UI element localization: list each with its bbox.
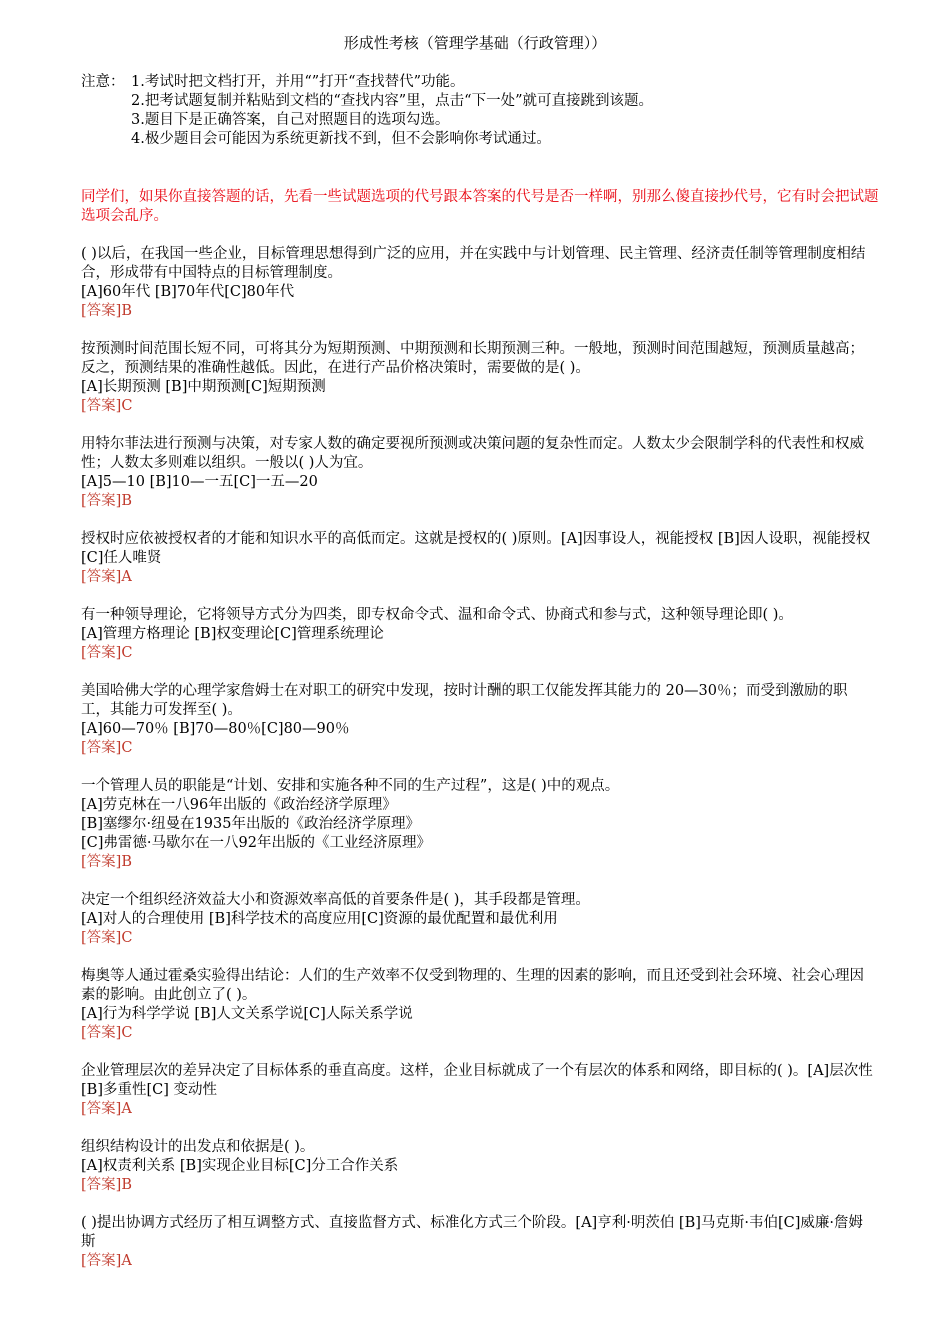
answer-value: C [121,398,133,414]
answer-label: [答案] [81,398,122,414]
question-options: [A]长期预测 [B]中期预测[C]短期预测 [81,379,326,395]
answer-label: [答案] [81,569,122,585]
question-options: [A]劳克林在一八96年出版的《政治经济学原理》 [81,797,397,813]
question-text: 按预测时间范围长短不同，可将其分为短期预测、中期预测和长期预测三种。一般地，预测时间范围越短，预测质量越高；反之，预测结果的准确性越低。因此，在进行产品价格决策时，需要做的是( )。 [81,341,864,376]
question-text: 授权时应依被授权者的才能和知识水平的高低而定。这就是授权的( )原则。[A]因事设人，视能授权 [B]因人设职，视能授权[C]任人唯贤 [81,531,871,566]
answer-value: B [121,1177,132,1193]
answer-value: C [121,1025,133,1041]
answer-value: C [121,740,133,756]
answer-label: [答案] [81,493,122,509]
document-title: 形成性考核（管理学基础（行政管理）） [343,34,607,52]
question-item [81,340,873,416]
question-item [81,245,873,321]
question-item [81,891,873,948]
answer-line [81,853,873,872]
answer-line [81,1100,873,1119]
notice-item: 2.把考试题复制并粘贴到文档的“查找内容”里，点击“下一处”就可直接跳到该题。 [131,93,653,109]
question-options: [A]5—10 [B]10—一五[C]一五—20 [81,474,318,490]
question-item [81,1062,873,1119]
question-options: [A]60—70％ [B]70—80％[C]80—90％ [81,721,350,737]
answer-value: B [121,493,132,509]
notice-label: 注意： [81,74,125,90]
answer-line [81,568,873,587]
notice-item: 3.题目下是正确答案，自己对照题目的选项勾选。 [131,112,450,128]
answer-label: [答案] [81,1025,122,1041]
answer-value: A [121,1101,132,1117]
question-item [81,435,873,511]
question-text: 一个管理人员的职能是“计划、安排和实施各种不同的生产过程”，这是( )中的观点。 [81,778,620,794]
answer-label: [答案] [81,303,122,319]
question-options: [B]塞缪尔·纽曼在1935年出版的《政治经济学原理》 [81,816,420,832]
answer-label: [答案] [81,930,122,946]
answer-line [81,1176,873,1195]
question-item [81,682,873,758]
question-text: 美国哈佛大学的心理学家詹姆士在对职工的研究中发现，按时计酬的职工仅能发挥其能力的 20—30％；而受到激励的职工，其能力可发挥至( )。 [81,683,848,718]
answer-line [81,739,873,758]
question-text: 梅奥等人通过霍桑实验得出结论：人们的生产效率不仅受到物理的、生理的因素的影响，而且还受到社会环境、社会心理因素的影响。由此创立了( )。 [81,968,864,1003]
answer-label: [答案] [81,1177,122,1193]
question-list [81,245,873,1290]
answer-line [81,1252,873,1271]
answer-line [81,644,873,663]
question-item [81,777,873,872]
question-options: [A]对人的合理使用 [B]科学技术的高度应用[C]资源的最优配置和最优利用 [81,911,558,927]
answer-label: [答案] [81,1253,122,1269]
answer-value: A [121,569,132,585]
answer-value: B [121,303,132,319]
notice-block [81,73,881,149]
question-text: 决定一个组织经济效益大小和资源效率高低的首要条件是( )，其手段都是管理。 [81,892,590,908]
question-item [81,530,873,587]
question-item [81,606,873,663]
answer-line [81,302,873,321]
question-item [81,967,873,1043]
question-options: [C]弗雷德·马歇尔在一八92年出版的《工业经济原理》 [81,835,431,851]
notice-item: 1.考试时把文档打开，并用“”打开“查找替代”功能。 [131,74,465,90]
answer-value: C [121,645,133,661]
answer-line [81,492,873,511]
answer-line [81,929,873,948]
question-item [81,1138,873,1195]
answer-label: [答案] [81,645,122,661]
answer-value: B [121,854,132,870]
answer-label: [答案] [81,740,122,756]
answer-label: [答案] [81,1101,122,1117]
answer-value: A [121,1253,132,1269]
question-options: [A]权责利关系 [B]实现企业目标[C]分工合作关系 [81,1158,399,1174]
question-text: 用特尔菲法进行预测与决策，对专家人数的确定要视所预测或决策问题的复杂性而定。人数太少会限制学科的代表性和权威性；人数太多则难以组织。一般以( )人为宜。 [81,436,864,471]
answer-value: C [121,930,133,946]
question-item [81,1214,873,1271]
question-text: 企业管理层次的差异决定了目标体系的垂直高度。这样，企业目标就成了一个有层次的体系和网络，即目标的( )。[A]层次性 [B]多重性[C] 变动性 [81,1063,873,1098]
question-options: [A]行为科学学说 [B]人文关系学说[C]人际关系学说 [81,1006,413,1022]
question-text: ( )以后，在我国一些企业，目标管理思想得到广泛的应用，并在实践中与计划管理、民主管理、经济责任制等管理制度相结合，形成带有中国特点的目标管理制度。 [81,246,866,281]
question-options: [A]管理方格理论 [B]权变理论[C]管理系统理论 [81,626,384,642]
warning-text: 同学们，如果你直接答题的话，先看一些试题选项的代号跟本答案的代号是否一样啊，别那么傻直接抄代号，它有时会把试题选项会乱序。 [81,189,879,224]
question-text: ( )提出协调方式经历了相互调整方式、直接监督方式、标准化方式三个阶段。[A]亨利·明茨伯 [B]马克斯·韦伯[C]威廉·詹姆斯 [81,1215,864,1250]
answer-label: [答案] [81,854,122,870]
question-options: [A]60年代 [B]70年代[C]80年代 [81,284,295,300]
answer-line [81,1024,873,1043]
notice-item: 4.极少题目会可能因为系统更新找不到，但不会影响你考试通过。 [131,131,551,147]
question-text: 有一种领导理论，它将领导方式分为四类，即专权命令式、温和命令式、协商式和参与式，这种领导理论即( )。 [81,607,793,623]
question-text: 组织结构设计的出发点和依据是( )。 [81,1139,315,1155]
answer-line [81,397,873,416]
